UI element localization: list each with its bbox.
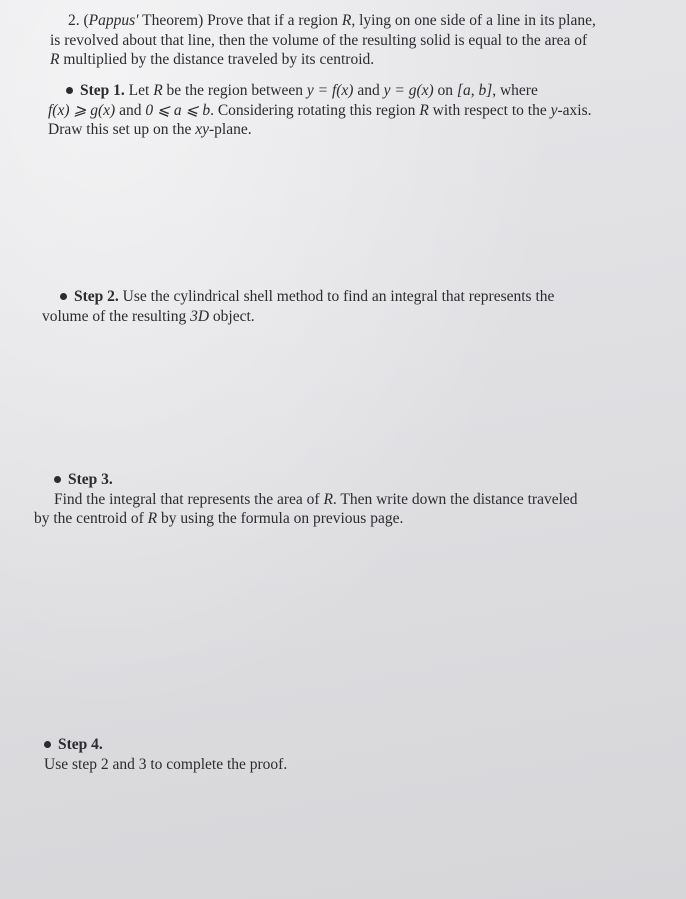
bullet-icon (66, 87, 73, 94)
step-3-line-1 (34, 470, 674, 490)
step-2-line-1: Step 2. Use the cylindrical shell method to find an integral that represents the (42, 287, 672, 307)
step-1-title: Step 1. (80, 82, 125, 99)
problem-line-2: is revolved about that line, then the volume of the resulting solid is equal to the area of (50, 31, 588, 49)
step-4-line-2: Use step 2 and 3 to complete the proof. (44, 755, 288, 773)
step-1-line-1: Step 1. Let R be the region between y = f(x) and y = g(x) on [a, b], where (48, 81, 672, 101)
step-2-line-2: volume of the resulting 3D object. (42, 307, 255, 325)
step-3-line-2: Find the integral that represents the area of R. Then write down the distance traveled (54, 490, 578, 508)
step-4-title: Step 4. (58, 736, 103, 753)
problem-number: 2. (68, 12, 80, 29)
step-3-title: Step 3. (68, 471, 113, 488)
problem-line-3: R multiplied by the distance traveled by its centroid. (50, 51, 375, 68)
bullet-icon (54, 476, 61, 483)
theorem-name: Pappus′ (88, 12, 139, 29)
problem-statement (50, 11, 672, 70)
step-1 (48, 81, 672, 140)
step-1-line-2: f(x) ⩾ g(x) and 0 ⩽ a ⩽ b. Considering rotating this region R with respect to the y-axis. (48, 101, 592, 119)
step-2-title: Step 2. (74, 288, 119, 305)
step-1-line-3: Draw this set up on the xy-plane. (48, 121, 252, 138)
step-4-line-1 (44, 735, 674, 755)
step-2 (42, 287, 672, 326)
bullet-icon (60, 293, 67, 300)
problem-line-1: 2. (Pappus′ Theorem) Prove that if a region R, lying on one side of a line in its plane, (68, 12, 596, 29)
bullet-icon (44, 741, 51, 748)
step-3 (34, 470, 674, 529)
step-3-line-3: by the centroid of R by using the formula on previous page. (34, 510, 404, 527)
step-4 (44, 735, 674, 774)
